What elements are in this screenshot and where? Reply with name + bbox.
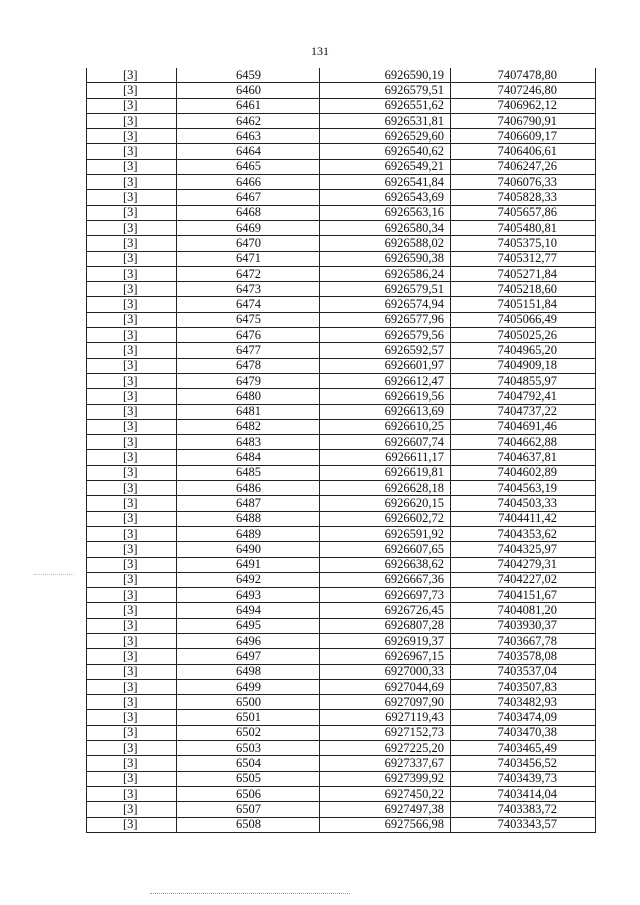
point-number-cell: 6499	[177, 679, 320, 694]
y-coordinate-cell: 7403456,52	[451, 756, 596, 771]
ref-cell: [3]	[87, 557, 177, 572]
point-number-cell: 6477	[177, 343, 320, 358]
table-row	[87, 618, 596, 633]
point-number-cell: 6469	[177, 220, 320, 235]
table-row	[87, 633, 596, 648]
y-coordinate-cell: 7404151,67	[451, 588, 596, 603]
y-coordinate-cell: 7404909,18	[451, 358, 596, 373]
point-number-cell: 6480	[177, 389, 320, 404]
x-coordinate-cell: 6926611,17	[320, 450, 451, 465]
point-number-cell: 6506	[177, 786, 320, 801]
y-coordinate-cell: 7406790,91	[451, 113, 596, 128]
table-row	[87, 572, 596, 587]
point-number-cell: 6496	[177, 633, 320, 648]
ref-cell: [3]	[87, 496, 177, 511]
y-coordinate-cell: 7407246,80	[451, 83, 596, 98]
ref-cell: [3]	[87, 159, 177, 174]
y-coordinate-cell: 7405271,84	[451, 266, 596, 281]
x-coordinate-cell: 6926591,92	[320, 526, 451, 541]
x-coordinate-cell: 6926574,94	[320, 297, 451, 312]
table-row	[87, 542, 596, 557]
x-coordinate-cell: 6926543,69	[320, 190, 451, 205]
x-coordinate-cell: 6926580,34	[320, 220, 451, 235]
table-row	[87, 603, 596, 618]
table-row	[87, 526, 596, 541]
point-number-cell: 6482	[177, 419, 320, 434]
x-coordinate-cell: 6926590,19	[320, 68, 451, 83]
y-coordinate-cell: 7403414,04	[451, 786, 596, 801]
y-coordinate-cell: 7404602,89	[451, 465, 596, 480]
point-number-cell: 6472	[177, 266, 320, 281]
x-coordinate-cell: 6926590,38	[320, 251, 451, 266]
y-coordinate-cell: 7405375,10	[451, 236, 596, 251]
y-coordinate-cell: 7405657,86	[451, 205, 596, 220]
table-row	[87, 725, 596, 740]
table-row	[87, 664, 596, 679]
y-coordinate-cell: 7405218,60	[451, 282, 596, 297]
y-coordinate-cell: 7404855,97	[451, 373, 596, 388]
y-coordinate-cell: 7403507,83	[451, 679, 596, 694]
x-coordinate-cell: 6927044,69	[320, 679, 451, 694]
ref-cell: [3]	[87, 603, 177, 618]
point-number-cell: 6481	[177, 404, 320, 419]
table-row	[87, 481, 596, 496]
table-row	[87, 695, 596, 710]
x-coordinate-cell: 6927450,22	[320, 786, 451, 801]
table-row	[87, 786, 596, 801]
point-number-cell: 6488	[177, 511, 320, 526]
y-coordinate-cell: 7403343,57	[451, 817, 596, 832]
x-coordinate-cell: 6926592,57	[320, 343, 451, 358]
point-number-cell: 6483	[177, 435, 320, 450]
ref-cell: [3]	[87, 786, 177, 801]
ref-cell: [3]	[87, 175, 177, 190]
ref-cell: [3]	[87, 450, 177, 465]
y-coordinate-cell: 7403537,04	[451, 664, 596, 679]
ref-cell: [3]	[87, 633, 177, 648]
y-coordinate-cell: 7404227,02	[451, 572, 596, 587]
table-row	[87, 710, 596, 725]
point-number-cell: 6490	[177, 542, 320, 557]
table-row	[87, 297, 596, 312]
table-row	[87, 404, 596, 419]
table-row	[87, 511, 596, 526]
ref-cell: [3]	[87, 465, 177, 480]
point-number-cell: 6497	[177, 649, 320, 664]
table-row	[87, 557, 596, 572]
y-coordinate-cell: 7404503,33	[451, 496, 596, 511]
y-coordinate-cell: 7407478,80	[451, 68, 596, 83]
point-number-cell: 6491	[177, 557, 320, 572]
table-row	[87, 817, 596, 832]
y-coordinate-cell: 7404325,97	[451, 542, 596, 557]
x-coordinate-cell: 6927225,20	[320, 741, 451, 756]
point-number-cell: 6484	[177, 450, 320, 465]
point-number-cell: 6466	[177, 175, 320, 190]
x-coordinate-cell: 6926726,45	[320, 603, 451, 618]
ref-cell: [3]	[87, 404, 177, 419]
x-coordinate-cell: 6926613,69	[320, 404, 451, 419]
y-coordinate-cell: 7404081,20	[451, 603, 596, 618]
y-coordinate-cell: 7405828,33	[451, 190, 596, 205]
ref-cell: [3]	[87, 435, 177, 450]
table-row	[87, 312, 596, 327]
point-number-cell: 6508	[177, 817, 320, 832]
table-row	[87, 251, 596, 266]
point-number-cell: 6463	[177, 129, 320, 144]
table-row	[87, 450, 596, 465]
ref-cell: [3]	[87, 710, 177, 725]
point-number-cell: 6473	[177, 282, 320, 297]
x-coordinate-cell: 6927119,43	[320, 710, 451, 725]
ref-cell: [3]	[87, 817, 177, 832]
table-row	[87, 756, 596, 771]
ref-cell: [3]	[87, 389, 177, 404]
x-coordinate-cell: 6926638,62	[320, 557, 451, 572]
point-number-cell: 6474	[177, 297, 320, 312]
point-number-cell: 6487	[177, 496, 320, 511]
x-coordinate-cell: 6926579,51	[320, 83, 451, 98]
x-coordinate-cell: 6927152,73	[320, 725, 451, 740]
x-coordinate-cell: 6927000,33	[320, 664, 451, 679]
y-coordinate-cell: 7403474,09	[451, 710, 596, 725]
ref-cell: [3]	[87, 266, 177, 281]
point-number-cell: 6471	[177, 251, 320, 266]
x-coordinate-cell: 6927497,38	[320, 802, 451, 817]
x-coordinate-cell: 6926612,47	[320, 373, 451, 388]
point-number-cell: 6465	[177, 159, 320, 174]
table-row	[87, 159, 596, 174]
x-coordinate-cell: 6926667,36	[320, 572, 451, 587]
y-coordinate-cell: 7406076,33	[451, 175, 596, 190]
ref-cell: [3]	[87, 205, 177, 220]
table-row	[87, 205, 596, 220]
point-number-cell: 6494	[177, 603, 320, 618]
x-coordinate-cell: 6926549,21	[320, 159, 451, 174]
ref-cell: [3]	[87, 129, 177, 144]
point-number-cell: 6460	[177, 83, 320, 98]
ref-cell: [3]	[87, 572, 177, 587]
table-row	[87, 373, 596, 388]
y-coordinate-cell: 7405066,49	[451, 312, 596, 327]
y-coordinate-cell: 7405480,81	[451, 220, 596, 235]
ref-cell: [3]	[87, 588, 177, 603]
point-number-cell: 6461	[177, 98, 320, 113]
y-coordinate-cell: 7404737,22	[451, 404, 596, 419]
y-coordinate-cell: 7404563,19	[451, 481, 596, 496]
table-row	[87, 266, 596, 281]
ref-cell: [3]	[87, 282, 177, 297]
ref-cell: [3]	[87, 771, 177, 786]
ref-cell: [3]	[87, 649, 177, 664]
table-row	[87, 649, 596, 664]
x-coordinate-cell: 6926967,15	[320, 649, 451, 664]
y-coordinate-cell: 7404792,41	[451, 389, 596, 404]
ref-cell: [3]	[87, 542, 177, 557]
x-coordinate-cell: 6926563,16	[320, 205, 451, 220]
x-coordinate-cell: 6926620,15	[320, 496, 451, 511]
x-coordinate-cell: 6926807,28	[320, 618, 451, 633]
point-number-cell: 6475	[177, 312, 320, 327]
table-row	[87, 282, 596, 297]
x-coordinate-cell: 6926619,56	[320, 389, 451, 404]
y-coordinate-cell: 7406962,12	[451, 98, 596, 113]
table-row	[87, 465, 596, 480]
table-row	[87, 588, 596, 603]
ref-cell: [3]	[87, 98, 177, 113]
ref-cell: [3]	[87, 297, 177, 312]
x-coordinate-cell: 6926579,56	[320, 328, 451, 343]
y-coordinate-cell: 7404662,88	[451, 435, 596, 450]
y-coordinate-cell: 7403930,37	[451, 618, 596, 633]
table-row	[87, 175, 596, 190]
ref-cell: [3]	[87, 328, 177, 343]
ref-cell: [3]	[87, 190, 177, 205]
ref-cell: [3]	[87, 220, 177, 235]
ref-cell: [3]	[87, 251, 177, 266]
x-coordinate-cell: 6927399,92	[320, 771, 451, 786]
ref-cell: [3]	[87, 511, 177, 526]
y-coordinate-cell: 7404353,62	[451, 526, 596, 541]
point-number-cell: 6489	[177, 526, 320, 541]
table-row	[87, 236, 596, 251]
point-number-cell: 6492	[177, 572, 320, 587]
table-row	[87, 220, 596, 235]
ref-cell: [3]	[87, 343, 177, 358]
page-number: 131	[311, 44, 329, 58]
point-number-cell: 6464	[177, 144, 320, 159]
x-coordinate-cell: 6926919,37	[320, 633, 451, 648]
point-number-cell: 6505	[177, 771, 320, 786]
point-number-cell: 6501	[177, 710, 320, 725]
x-coordinate-cell: 6926607,74	[320, 435, 451, 450]
ref-cell: [3]	[87, 664, 177, 679]
table-row	[87, 68, 596, 83]
ref-cell: [3]	[87, 419, 177, 434]
point-number-cell: 6495	[177, 618, 320, 633]
coordinates-table-body	[87, 68, 596, 832]
y-coordinate-cell: 7405025,26	[451, 328, 596, 343]
y-coordinate-cell: 7403482,93	[451, 695, 596, 710]
table-row	[87, 144, 596, 159]
y-coordinate-cell: 7406609,17	[451, 129, 596, 144]
y-coordinate-cell: 7405312,77	[451, 251, 596, 266]
point-number-cell: 6478	[177, 358, 320, 373]
table-row	[87, 83, 596, 98]
x-coordinate-cell: 6927566,98	[320, 817, 451, 832]
ref-cell: [3]	[87, 373, 177, 388]
x-coordinate-cell: 6926601,97	[320, 358, 451, 373]
y-coordinate-cell: 7404637,81	[451, 450, 596, 465]
x-coordinate-cell: 6926529,60	[320, 129, 451, 144]
table-row	[87, 419, 596, 434]
y-coordinate-cell: 7403578,08	[451, 649, 596, 664]
x-coordinate-cell: 6926577,96	[320, 312, 451, 327]
bottom-dotted-line	[150, 893, 350, 894]
table-row	[87, 113, 596, 128]
table-row	[87, 129, 596, 144]
table-row	[87, 389, 596, 404]
y-coordinate-cell: 7403383,72	[451, 802, 596, 817]
y-coordinate-cell: 7404411,42	[451, 511, 596, 526]
ref-cell: [3]	[87, 144, 177, 159]
table-row	[87, 358, 596, 373]
x-coordinate-cell: 6926588,02	[320, 236, 451, 251]
table-row	[87, 328, 596, 343]
point-number-cell: 6470	[177, 236, 320, 251]
point-number-cell: 6467	[177, 190, 320, 205]
y-coordinate-cell: 7403470,38	[451, 725, 596, 740]
y-coordinate-cell: 7405151,84	[451, 297, 596, 312]
point-number-cell: 6462	[177, 113, 320, 128]
coordinates-table	[86, 68, 596, 833]
x-coordinate-cell: 6926541,84	[320, 175, 451, 190]
ref-cell: [3]	[87, 695, 177, 710]
x-coordinate-cell: 6926610,25	[320, 419, 451, 434]
table-row	[87, 496, 596, 511]
table-row	[87, 343, 596, 358]
ref-cell: [3]	[87, 756, 177, 771]
point-number-cell: 6468	[177, 205, 320, 220]
ref-cell: [3]	[87, 83, 177, 98]
x-coordinate-cell: 6926551,62	[320, 98, 451, 113]
point-number-cell: 6504	[177, 756, 320, 771]
x-coordinate-cell: 6926607,65	[320, 542, 451, 557]
ref-cell: [3]	[87, 481, 177, 496]
ref-cell: [3]	[87, 679, 177, 694]
ref-cell: [3]	[87, 113, 177, 128]
x-coordinate-cell: 6926586,24	[320, 266, 451, 281]
y-coordinate-cell: 7406406,61	[451, 144, 596, 159]
table-row	[87, 679, 596, 694]
x-coordinate-cell: 6926579,51	[320, 282, 451, 297]
y-coordinate-cell: 7403439,73	[451, 771, 596, 786]
x-coordinate-cell: 6927337,67	[320, 756, 451, 771]
ref-cell: [3]	[87, 741, 177, 756]
y-coordinate-cell: 7403667,78	[451, 633, 596, 648]
point-number-cell: 6507	[177, 802, 320, 817]
table-row	[87, 190, 596, 205]
ref-cell: [3]	[87, 68, 177, 83]
point-number-cell: 6479	[177, 373, 320, 388]
x-coordinate-cell: 6926531,81	[320, 113, 451, 128]
x-coordinate-cell: 6926628,18	[320, 481, 451, 496]
ref-cell: [3]	[87, 312, 177, 327]
ref-cell: [3]	[87, 618, 177, 633]
point-number-cell: 6486	[177, 481, 320, 496]
y-coordinate-cell: 7406247,26	[451, 159, 596, 174]
x-coordinate-cell: 6927097,90	[320, 695, 451, 710]
y-coordinate-cell: 7403465,49	[451, 741, 596, 756]
point-number-cell: 6500	[177, 695, 320, 710]
x-coordinate-cell: 6926540,62	[320, 144, 451, 159]
point-number-cell: 6503	[177, 741, 320, 756]
point-number-cell: 6476	[177, 328, 320, 343]
point-number-cell: 6485	[177, 465, 320, 480]
table-row	[87, 98, 596, 113]
ref-cell: [3]	[87, 725, 177, 740]
ref-cell: [3]	[87, 358, 177, 373]
table-row	[87, 802, 596, 817]
point-number-cell: 6493	[177, 588, 320, 603]
ref-cell: [3]	[87, 526, 177, 541]
ref-cell: [3]	[87, 236, 177, 251]
point-number-cell: 6459	[177, 68, 320, 83]
y-coordinate-cell: 7404965,20	[451, 343, 596, 358]
point-number-cell: 6502	[177, 725, 320, 740]
table-row	[87, 741, 596, 756]
table-row	[87, 771, 596, 786]
table-row	[87, 435, 596, 450]
x-coordinate-cell: 6926697,73	[320, 588, 451, 603]
y-coordinate-cell: 7404691,46	[451, 419, 596, 434]
x-coordinate-cell: 6926602,72	[320, 511, 451, 526]
ref-cell: [3]	[87, 802, 177, 817]
margin-mark	[34, 574, 74, 575]
point-number-cell: 6498	[177, 664, 320, 679]
x-coordinate-cell: 6926619,81	[320, 465, 451, 480]
y-coordinate-cell: 7404279,31	[451, 557, 596, 572]
